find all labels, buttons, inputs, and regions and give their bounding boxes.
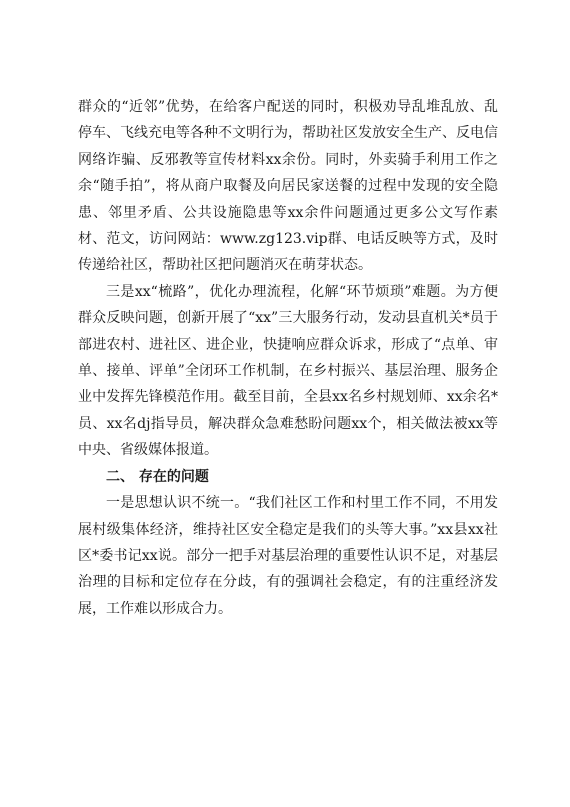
document-body <box>78 94 498 622</box>
paragraph-continuation: 群众的“近邻”优势，在给客户配送的同时，积极劝导乱堆乱放、乱停车、飞线充电等各种不文明行为，帮助社区发放安全生产、反电信网络诈骗、反邪教等宣传材料xx余份。同时，外卖骑手利用工作之余“随手拍”，将从商户取餐及向居民家送餐的过程中发现的安全隐患、邻里矛盾、公共设施隐患等xx余件问题通过更多公文写作素材、范文，访问网站：www.zg123.vip群、电话反映等方式，及时传递给社区，帮助社区把问题消灭在萌芽状态。 <box>78 99 498 274</box>
paragraph-first-problem: 一是思想认识不统一。“我们社区工作和村里工作不同，不用发展村级集体经济，维持社区安全稳定是我们的头等大事。”xx县xx社区*委书记xx说。部分一把手对基层治理的重要性认识不足，对基层治理的目标和定位存在分歧，有的强调社会稳定，有的注重经济发展，工作难以形成合力。 <box>78 495 498 617</box>
paragraph-third-point: 三是xx“梳路”，优化办理流程，化解“环节烦琐”难题。为方便群众反映问题，创新开展了“xx”三大服务行动，发动县直机关*员于部进农村、进社区、进企业，快捷响应群众诉求，形成了“点单、审单、接单、评单”全闭环工作机制，在乡村振兴、基层治理、服务企业中发挥先锋模范作用。截至目前，全县xx名乡村规划师、xx余名*员、xx名dj指导员，解决群众急难愁盼问题xx个，相关做法被xx等中央、省级媒体报道。 <box>78 283 498 459</box>
section-heading-problems: 二、 存在的问题 <box>106 468 209 485</box>
